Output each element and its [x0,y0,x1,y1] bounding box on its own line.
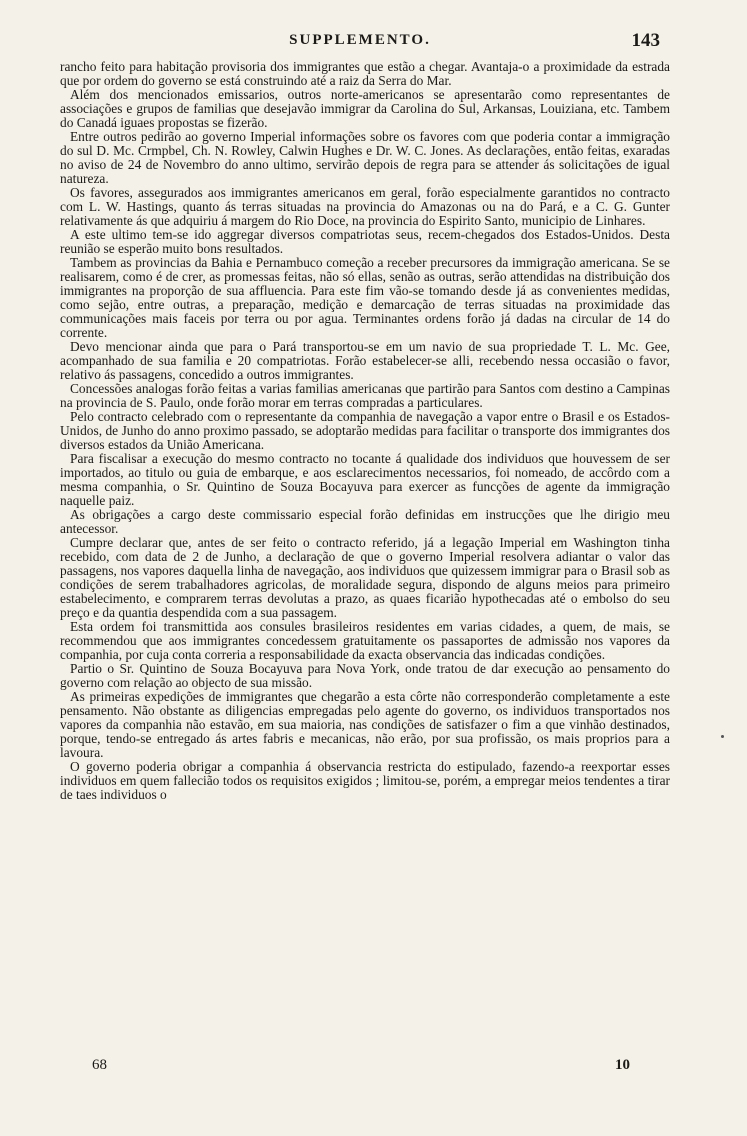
signature-mark-right: 10 [615,1057,630,1073]
running-title: SUPPLEMENTO. [289,32,431,48]
paragraph: Tambem as provincias da Bahia e Pernambuco começão a receber precursores da immigração americana. Se se realisarem, como é de crer, as promessas feitas, não só ellas, senão as outras, serão attendidas na distribuição dos immigrantes na proporção de sua affluencia. Para este fim vão-se tomando desde já as convenientes medidas, como sejão, entre outras, a preparação, medição e demarcação de terras situadas na proximidade das communicações mais faceis por terra ou por agua. Terminantes ordens forão já dadas na circular de 14 do corrente. [60,255,670,340]
page-footer [60,1057,670,1079]
paragraph: As primeiras expedições de immigrantes que chegarão a esta côrte não corresponderão completamente a este pensamento. Não obstante as diligencias empregadas pelo agente do governo, os individuos transportados nos vapores da companhia não estavão, em sua maioria, nas condições de satisfazer o fim a que vinhão destinados, porque, tendo-se entregado ás artes fabris e mecanicas, não erão, por sua profissão, os mais proprios para a lavoura. [60,689,670,760]
paragraph: O governo poderia obrigar a companhia á observancia restricta do estipulado, fazendo-a reexportar esses individuos em quem fallecião todos os requisitos exigidos ; limitou-se, porém, a empregar meios tendentes a tirar de taes individuos o [60,759,670,802]
ink-speck [721,735,724,738]
paragraph: Partio o Sr. Quintino de Souza Bocayuva para Nova York, onde tratou de dar execução ao pensamento do governo com relação ao objecto de sua missão. [60,661,670,690]
signature-mark-left: 68 [92,1057,107,1073]
paragraph: Concessões analogas forão feitas a varias familias americanas que partirão para Santos com destino a Campinas na provincia de S. Paulo, onde forão morar em terras compradas a particulares. [60,381,670,410]
paragraph: rancho feito para habitação provisoria dos immigrantes que estão a chegar. Avantaja-o a proximidade da estrada que por ordem do governo se está construindo até a raiz da Serra do Mar. [60,59,670,88]
paragraph: Para fiscalisar a execução do mesmo contracto no tocante á qualidade dos individuos que houvessem de ser importados, ao titulo ou guia de embarque, e aos esclarecimentos necessarios, foi nomeado, de accôrdo com a mesma companhia, o Sr. Quintino de Souza Bocayuva para exercer as funcções de agente da immigração naquelle paiz. [60,451,670,508]
paragraph: Além dos mencionados emissarios, outros norte-americanos se apresentarão como representantes de associações e grupos de familias que desejavão immigrar da Carolina do Sul, Arkansas, Louiziana, etc. Tambem do Canadá iguaes propostas se fizerão. [60,87,670,130]
paragraph: A este ultimo tem-se ido aggregar diversos compatriotas seus, recem-chegados dos Estados-Unidos. Desta reunião se esperão muito bons resultados. [60,227,670,256]
body-text [60,60,670,802]
paragraph: Cumpre declarar que, antes de ser feito o contracto referido, já a legação Imperial em Washington tinha recebido, com data de 2 de Junho, a declaração de que o governo Imperial resolvera adiantar o valor das passagens, nos vapores daquella linha de navegação, aos individuos que quizessem immigrar para o Brasil sob as condições de serem trabalhadores agricolas, de moralidade segura, dispondo de alguns meios para primeiro estabelecimento, e comprarem terras devolutas a prazo, as quaes ficarião hypothecadas até o embolso do seu preço e da quantia despendida com a sua passagem. [60,535,670,620]
paragraph: Esta ordem foi transmittida aos consules brasileiros residentes em varias cidades, a quem, de mais, se recommendou que aos immigrantes concedessem gratuitamente os passaportes de admissão nos vapores da companhia, por cuja conta correria a responsabilidade da exacta observancia das indicadas condições. [60,619,670,662]
paragraph: As obrigações a cargo deste commissario especial forão definidas em instrucções que lhe dirigio meu antecessor. [60,507,670,536]
paragraph: Devo mencionar ainda que para o Pará transportou-se em um navio de sua propriedade T. L. Mc. Gee, acompanhado de sua familia e 20 compatriotas. Forão estabelecer-se alli, recebendo nessa occasião o favor, relativo ás passagens, concedido a outros immigrantes. [60,339,670,382]
paragraph: Entre outros pedirão ao governo Imperial informações sobre os favores com que poderia contar a immigração do sul D. Mc. Crmpbel, Ch. N. Rowley, Calwin Hughes e Dr. W. C. Jones. As declarações, então feitas, exaradas no aviso de 24 de Novembro do anno ultimo, servirão depois de regra para se attender ás solicitações de igual natureza. [60,129,670,186]
page-header [60,30,660,54]
paragraph: Os favores, assegurados aos immigrantes americanos em geral, forão especialmente garantidos no contracto com L. W. Hastings, quanto ás terras situadas na provincia do Amazonas ou na do Pará, e a C. G. Gunter relativamente ás que adquiriu á margem do Rio Doce, na provincia do Espirito Santo, municipio de Linhares. [60,185,670,228]
paragraph: Pelo contracto celebrado com o representante da companhia de navegação a vapor entre o Brasil e os Estados-Unidos, de Junho do anno proximo passado, se adoptarão medidas para facilitar o transporte dos immigrantes dos diversos estados da União Americana. [60,409,670,452]
page-number: 143 [631,30,660,51]
